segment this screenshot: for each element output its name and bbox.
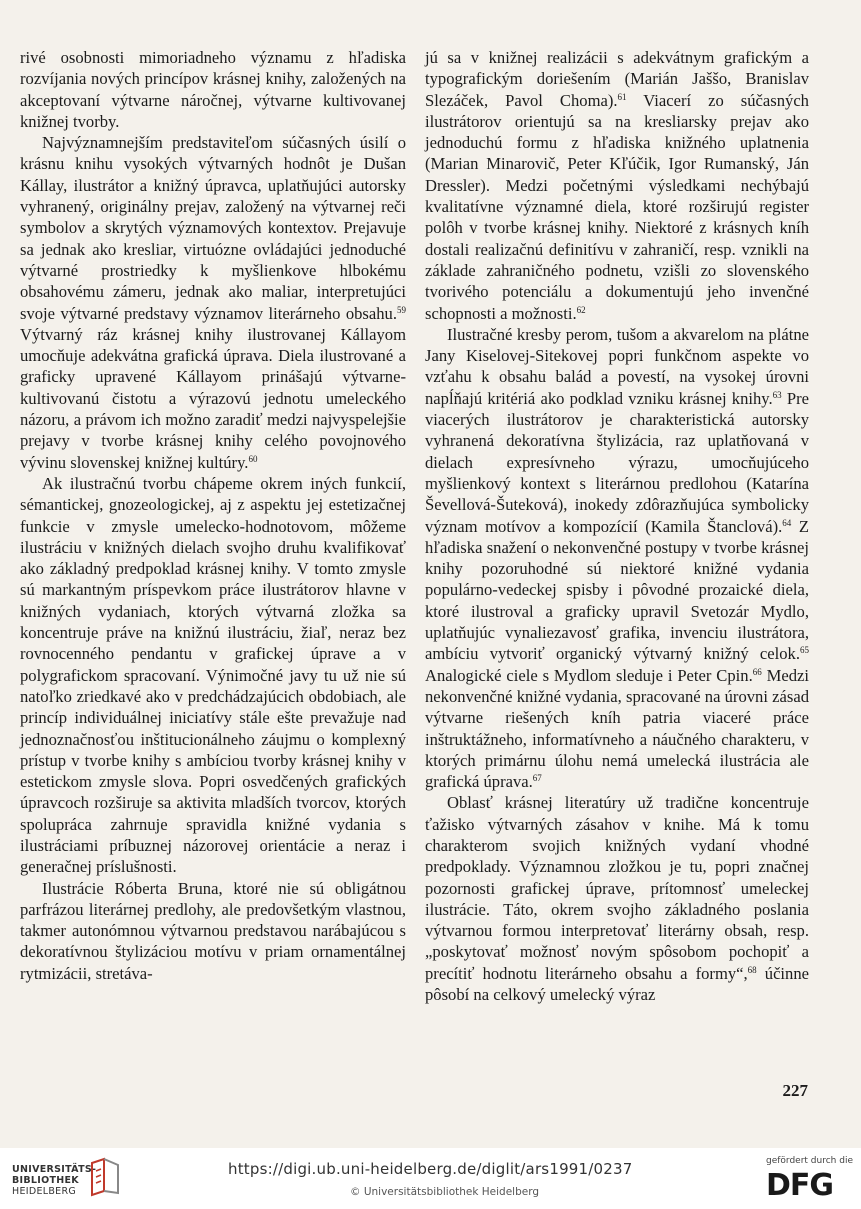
paragraph bbox=[20, 878, 406, 984]
paragraph-text: Oblasť krásnej literatúry už tradične koncentruje ťažisko výtvarných zásahov v knihe. Má k tomu charakterom svojich knižných vydaní vhodné predpoklady. Významnou zložkou je tu, popri značnej pozornosti grafickej úprave, prítomnosť umeleckej ilustrácie. Táto, okrem svojho základného poslania výtvarnou formou interpretovať literárny obsah, resp. „poskytovať možnosť novým spôsobom pochopiť a precítiť hodnotu literárneho obsahu a formy“, bbox=[425, 793, 809, 983]
paragraph-text: Analogické ciele s Mydlom sleduje i Peter Cpin. bbox=[425, 665, 753, 685]
paragraph bbox=[425, 47, 809, 324]
library-line-2: BIBLIOTHEK bbox=[12, 1175, 79, 1186]
paragraph-text: Pre viacerých ilustrátorov je charakteristická autorsky vyhranená dekoratívna štylizácia, raz uplatňovaná v dielach expresívneho výrazu, umocňujúceho myšlienkový kontext s literárnou predlohou (Katarína Ševellová-Šuteková), inokedy zdôrazňujúca symbolicky význam motívov a kompozícií (Kamila Štanclová). bbox=[425, 388, 809, 536]
paragraph bbox=[20, 47, 406, 132]
paragraph-text: účinne pôsobí na celkový umelecký výraz bbox=[425, 963, 809, 1005]
footnote-reference[interactable]: 59 bbox=[397, 304, 406, 315]
footnote-reference[interactable]: 64 bbox=[782, 517, 792, 528]
paragraph-text: Medzi nekonvenčné knižné vydania, spracované na úrovni zásad výtvarne riešených kníh patria viaceré práce inštruktážneho, informatívneho a náučného charakteru, v ktorých primárnu úlohu nemá umelecká ilustrácia ale grafická úprava. bbox=[425, 665, 809, 792]
dfg-logo[interactable]: DFG bbox=[766, 1168, 834, 1203]
footnote-reference[interactable]: 65 bbox=[800, 645, 809, 656]
footnote-reference[interactable]: 68 bbox=[747, 964, 757, 975]
library-name[interactable] bbox=[12, 1164, 96, 1197]
paragraph bbox=[20, 132, 406, 473]
footnote-reference[interactable]: 67 bbox=[532, 773, 542, 784]
paragraph-text: Z hľadiska snažení o nekonvenčné postupy v tvorbe krásnej knihy pozoruhodné sú niektoré knižné vydania populárno-vedeckej spisby i pôvodné prozaické diela, ktoré ilustroval a graficky upravil Svetozár Mydlo, uplatňujúc vynaliezavosť grafika, invenciu ilustrátora, ambíciu vytvoriť organický výtvarný knižný celok. bbox=[425, 516, 809, 664]
book-icon bbox=[88, 1157, 122, 1201]
paragraph-text: Najvýznamnejším predstaviteľom súčasných úsilí o krásnu knihu vysokých výtvarných hodnôt je Dušan Kállay, ilustrátor a knižný úpravca, uplatňujúci autorsky vyhranený, originálny prejav, založený na výtvarnej reči symbolov a skrytých významových kontextov. Prejavuje sa jednak ako kresliar, virtuózne ovládajúci jednoduché výtvarné prostriedky k myšlienkove hlbokému obsahovému zámeru, jednak ako maliar, interpretujúci svoje výtvarné predstavy významov literárneho obsahu. bbox=[20, 133, 406, 323]
library-line-1: UNIVERSITÄTS- bbox=[12, 1164, 97, 1175]
footnote-reference[interactable]: 60 bbox=[248, 453, 258, 464]
paragraph bbox=[425, 324, 809, 793]
library-line-3: HEIDELBERG bbox=[12, 1186, 77, 1197]
footer-bar bbox=[0, 1148, 861, 1209]
footnote-reference[interactable]: 66 bbox=[752, 666, 762, 677]
paragraph bbox=[425, 792, 809, 1005]
footnote-reference[interactable]: 61 bbox=[617, 91, 627, 102]
funder-note: gefördert durch die bbox=[766, 1156, 853, 1166]
footnote-reference[interactable]: 63 bbox=[772, 389, 782, 400]
paragraph-text: jú sa v knižnej realizácii s adekvátnym grafickým a typografickým doriešením (Marián Jaššo, Branislav Slezáček, Pavol Choma). bbox=[425, 48, 809, 110]
paragraph-text: rivé osobnosti mimoriadneho významu z hľadiska rozvíjania nových princípov krásnej knihy, založených na akceptovaní výtvarne náročnej, výtvarne kultivovanej knižnej tvorby. bbox=[20, 48, 406, 131]
right-column bbox=[425, 47, 809, 1005]
paragraph-text: Výtvarný ráz krásnej knihy ilustrovanej Kállayom umocňuje adekvátna grafická úprava. Diela ilustrované a graficky upravené Kállayom prinášajú výtvarne-kultivovanú čistotu a výrazovú jednotu umeleckého názoru, a právom ich možno zaradiť medzi najvyspelejšie prejavy v tvorbe krásnej knihy celého povojnového vývinu slovenskej knižnej kultúry. bbox=[20, 324, 406, 472]
copyright-notice: © Universitätsbibliothek Heidelberg bbox=[350, 1186, 540, 1198]
paragraph-text: Ilustrácie Róberta Bruna, ktoré nie sú obligátnou parfrázou literárnej predlohy, ale predovšetkým vlastnou, takmer autonómnou výtvarnou predstavou narábajúcou s dekoratívnou štylizáciou motívu v priam ornamentálnej rytmizácii, stretáva- bbox=[20, 878, 406, 983]
page-number: 227 bbox=[782, 1081, 808, 1100]
permalink-url[interactable]: https://digi.ub.uni-heidelberg.de/diglit/ars1991/0237 bbox=[228, 1160, 633, 1178]
paragraph-text: Viacerí zo súčasných ilustrátorov orientujú sa na kresliarsky prejav ako jednoduchú formu z hľadiska knižného uplatnenia (Marian Minarovič, Peter Kľúčik, Igor Rumanský, Ján Dressler). Medzi početnými výsledkami nechýbajú kvalitatívne významné diela, ktoré rozširujú register polôh v tvorbe krásnej knihy. Niektoré z krásnych kníh dostali realizačnú definitívu v zahraničí, resp. vznikli na základe zahraničného podnetu, vzišli zo slovenského tvorivého potenciálu a dokumentujú jeho invenčné schopnosti a možnosti. bbox=[425, 90, 809, 323]
paragraph bbox=[20, 473, 406, 878]
paragraph-text: Ak ilustračnú tvorbu chápeme okrem iných funkcií, sémantickej, gnozeologickej, aj z aspektu jej estetizačnej funkcie v zmysle umelecko-hodnotovom, môžeme ilustráciu v knižných dielach svojho druhu kvalifikovať ako základný predpoklad krásnej knihy. V tomto zmysle sú markantným príspevkom práce ilustrátorov hlavne v knižných vydaniach, ktorých výtvarná zložka sa koncentruje práve na knižnú ilustráciu, žiaľ, neraz bez rovnocenného pendantu v grafickej úprave a v polygrafickom spracovaní. Výnimočné javy tu už nie sú natoľko zriedkavé ako v predchádzajúcich obdobiach, ale princíp individuálnej iniciatívy stále ešte prevažuje nad jednoznačnosťou inštitucionálneho záujmu o komplexný prístup v tvorbe knihy s ambíciou tvorby krásnej knihy v estetickom zmysle slova. Popri osvedčených grafických úpravcoch rozširuje sa aktivita mladších tvorcov, ktorých spolupráca zahrnuje spravidla knižné vydania s ilustráciami príbuznej názorovej orientácie a neraz i generačnej príslušnosti. bbox=[20, 473, 406, 877]
paragraph-text: Ilustračné kresby perom, tušom a akvarelom na plátne Jany Kiselovej-Sitekovej popri funkčnom aspekte vo vzťahu k obsahu balád a povestí, na vysokej úrovni napĺňajú kritériá ako podklad vzniku krásnej knihy. bbox=[425, 324, 809, 408]
left-column bbox=[20, 47, 406, 984]
footnote-reference[interactable]: 62 bbox=[576, 304, 586, 315]
